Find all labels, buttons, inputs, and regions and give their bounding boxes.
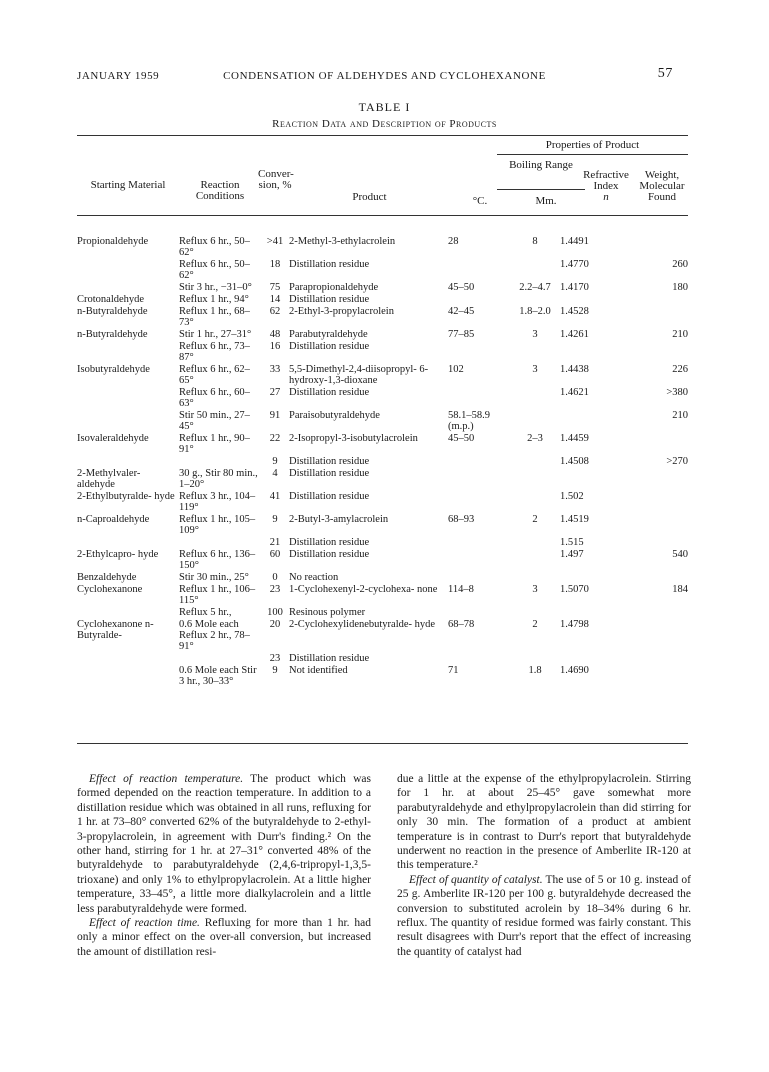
- conversion-cell: 20: [269, 619, 281, 630]
- conversion-header: Conver- sion, %: [258, 168, 294, 191]
- left-column: [77, 772, 371, 959]
- reaction-conditions-cell: Stir 30 min., 25°: [179, 572, 249, 583]
- molecular-weight-cell: 210: [672, 410, 688, 421]
- conversion-cell: 100: [267, 607, 283, 618]
- product-cell: Distillation residue: [289, 653, 370, 664]
- table-row: [77, 259, 688, 282]
- molecular-weight-cell: >270: [666, 456, 688, 467]
- molecular-weight-cell: [636, 653, 688, 665]
- molecular-weight-cell: >380: [666, 387, 688, 398]
- table-row: [77, 410, 688, 433]
- table-top-rule: [77, 135, 688, 136]
- refractive-index-cell: [560, 653, 636, 665]
- running-head-date: JANUARY 1959: [77, 70, 160, 82]
- reaction-conditions-cell: Reflux 6 hr., 62–65°: [179, 364, 250, 386]
- table-row: [77, 607, 688, 619]
- boiling-celsius-cell: [448, 294, 510, 306]
- reaction-conditions-header: Reaction Conditions: [195, 179, 245, 202]
- boiling-mm-cell: [510, 549, 560, 572]
- reaction-conditions-cell: Reflux 6 hr., 136–150°: [179, 549, 256, 571]
- boiling-celsius-cell: [448, 259, 510, 282]
- product-cell: Distillation residue: [289, 259, 370, 270]
- boiling-mm-cell: 2: [532, 619, 538, 630]
- reaction-conditions-cell: Reflux 1 hr., 68–73°: [179, 306, 250, 328]
- conversion-cell: 9: [272, 456, 278, 467]
- molecular-weight-cell: [636, 468, 688, 491]
- starting-material-cell: [77, 537, 179, 549]
- table-row: [77, 619, 688, 653]
- molecular-weight-cell: [636, 306, 688, 329]
- conversion-cell: 41: [269, 491, 281, 502]
- boiling-celsius-cell: 68–93: [448, 514, 475, 525]
- starting-material-cell: Benzaldehyde: [77, 572, 137, 583]
- product-cell: Resinous polymer: [289, 607, 366, 618]
- table-row: [77, 387, 688, 410]
- molecular-weight-cell: [636, 572, 688, 584]
- boiling-celsius-cell: 77–85: [448, 329, 475, 340]
- paragraph-text: Refluxing for more than 1 hr. had only a minor effect on the over-all conversion, but increased the amount of distillation resi-: [77, 917, 371, 958]
- table-body: [77, 236, 688, 688]
- table-row: [77, 537, 688, 549]
- boiling-mm-cell: 1.8–2.0: [519, 306, 551, 317]
- reaction-conditions-cell: Reflux 1 hr., 105–109°: [179, 514, 256, 536]
- starting-material-cell: 2-Methylvaler- aldehyde: [77, 468, 141, 490]
- reaction-conditions-cell: Stir 1 hr., 27–31°: [179, 329, 252, 340]
- header-bottom-rule: [77, 215, 688, 216]
- table-row: [77, 236, 688, 259]
- conversion-cell: 4: [272, 468, 278, 479]
- boiling-mm-cell: 8: [532, 236, 538, 247]
- molecular-weight-cell: 184: [672, 584, 688, 595]
- boiling-celsius-cell: [448, 491, 510, 514]
- paragraph: [77, 916, 371, 959]
- boiling-mm-cell: [510, 259, 560, 282]
- boiling-celsius-cell: [448, 341, 510, 364]
- boiling-celsius-cell: [448, 572, 510, 584]
- table-row: [77, 549, 688, 572]
- paragraph: [397, 772, 691, 873]
- boiling-celsius-cell: 102: [448, 364, 464, 375]
- properties-rule: [497, 154, 688, 155]
- conversion-cell: 22: [269, 433, 281, 444]
- refractive-index-cell: [560, 294, 636, 306]
- refractive-index-cell: 1.4621: [560, 387, 589, 398]
- product-cell: Paraisobutyraldehyde: [289, 410, 380, 421]
- running-head-title: CONDENSATION OF ALDEHYDES AND CYCLOHEXANONE: [223, 70, 546, 82]
- refractive-index-cell: 1.497: [560, 549, 584, 560]
- molecular-weight-cell: 260: [672, 259, 688, 270]
- reaction-conditions-cell: [179, 653, 261, 665]
- product-header: Product: [352, 191, 387, 203]
- table-row: [77, 294, 688, 306]
- conversion-cell: 9: [272, 514, 278, 525]
- paragraph-heading: Effect of quantity of catalyst.: [409, 873, 543, 886]
- refractive-index-cell: [560, 341, 636, 364]
- celsius-header: °C.: [472, 195, 488, 207]
- refractive-index-cell: [560, 468, 636, 491]
- boiling-celsius-cell: [448, 537, 510, 549]
- product-cell: Distillation residue: [289, 387, 370, 398]
- refractive-index-cell: 1.4519: [560, 514, 589, 525]
- boiling-celsius-cell: 58.1–58.9 (m.p.): [448, 410, 490, 432]
- paragraph-text: The use of 5 or 10 g. instead of 25 g. Amberlite IR-120 per 100 g. butyraldehyde decreased the conversion to substituted acrolein by 18–34% during 6 hr. reflux. The quantity of residue formed was fairly constant. This result disagrees with Durr's report that the effect of increasing the quantity of catalyst had: [397, 873, 691, 958]
- molecular-weight-cell: [636, 433, 688, 456]
- refractive-index-cell: 1.4528: [560, 306, 589, 317]
- starting-material-cell: [77, 665, 179, 688]
- product-cell: No reaction: [289, 572, 339, 583]
- boiling-celsius-cell: 71: [448, 665, 459, 676]
- starting-material-cell: Propionaldehyde: [77, 236, 149, 247]
- boiling-mm-cell: [510, 341, 560, 364]
- molecular-weight-cell: 540: [672, 549, 688, 560]
- molecular-weight-cell: [636, 619, 688, 653]
- table-row: [77, 514, 688, 537]
- table-row: [77, 653, 688, 665]
- table-row: [77, 584, 688, 607]
- conversion-cell: 0: [272, 572, 278, 583]
- boiling-mm-cell: [510, 387, 560, 410]
- product-cell: 2-Ethyl-3-propylacrolein: [289, 306, 394, 317]
- boiling-celsius-cell: [448, 653, 510, 665]
- refractive-index-cell: 1.4459: [560, 433, 589, 444]
- starting-material-cell: n-Butyraldehyde: [77, 306, 148, 317]
- starting-material-header: Starting Material: [90, 179, 166, 191]
- reaction-conditions-cell: Reflux 6 hr., 73–87°: [179, 341, 250, 363]
- boiling-mm-cell: [510, 491, 560, 514]
- reaction-data-table: [77, 236, 688, 688]
- product-cell: Distillation residue: [289, 491, 370, 502]
- product-cell: Not identified: [289, 665, 348, 676]
- refractive-index-header-2: Index: [593, 180, 619, 192]
- table-row: [77, 282, 688, 294]
- boiling-mm-cell: [510, 537, 560, 549]
- boiling-mm-cell: 1.8: [528, 665, 542, 676]
- paragraph-text: due a little at the expense of the ethylpropylacrolein. Stirring for 1 hr. at about 25–45° gave somewhat more parabutyraldehyde and ethylpropylacrolein than did stirring for only 30 min. The formation of a product at ambient temperature is in contrast to Durr's report that butyraldehyde underwent no reaction in the presence of Amberlite IR-120 at this temperature.²: [397, 773, 691, 872]
- paragraph-heading: Effect of reaction time.: [89, 917, 200, 930]
- starting-material-cell: Cyclohexanone n-Butyralde-: [77, 619, 154, 641]
- starting-material-cell: [77, 456, 179, 468]
- conversion-cell: >41: [266, 236, 284, 247]
- table-row: [77, 364, 688, 387]
- reaction-conditions-cell: Reflux 6 hr., 60–63°: [179, 387, 250, 409]
- refractive-index-cell: 1.4261: [560, 329, 589, 340]
- product-cell: Distillation residue: [289, 341, 370, 352]
- molecular-weight-cell: [636, 294, 688, 306]
- table-row: [77, 665, 688, 688]
- paragraph: [77, 772, 371, 916]
- conversion-cell: 75: [269, 282, 281, 293]
- refractive-index-cell: 1.502: [560, 491, 584, 502]
- molecular-weight-cell: 226: [672, 364, 688, 375]
- properties-header: Properties of Product: [545, 139, 640, 151]
- conversion-cell: 16: [269, 341, 281, 352]
- molecular-weight-cell: [636, 341, 688, 364]
- refractive-index-cell: 1.4170: [560, 282, 589, 293]
- molecular-weight-cell: [636, 607, 688, 619]
- reaction-conditions-cell: Reflux 1 hr., 90–91°: [179, 433, 250, 455]
- refractive-index-header: Refractive: [583, 169, 629, 181]
- boiling-celsius-cell: 114–8: [448, 584, 474, 595]
- table-row: [77, 572, 688, 584]
- reaction-conditions-cell: Reflux 1 hr., 106–115°: [179, 584, 256, 606]
- starting-material-cell: [77, 653, 179, 665]
- reaction-conditions-cell: Stir 3 hr., −31–0°: [179, 282, 252, 293]
- boiling-celsius-cell: [448, 468, 510, 491]
- product-cell: Distillation residue: [289, 549, 370, 560]
- product-cell: Distillation residue: [289, 468, 370, 479]
- paragraph: [397, 873, 691, 959]
- conversion-cell: 27: [269, 387, 281, 398]
- starting-material-cell: [77, 259, 179, 282]
- conversion-cell: 18: [269, 259, 281, 270]
- reaction-conditions-cell: Reflux 5 hr.,: [179, 607, 232, 618]
- conversion-cell: 23: [269, 584, 281, 595]
- starting-material-cell: 2-Ethylbutyralde- hyde: [77, 491, 175, 502]
- boiling-celsius-cell: 28: [448, 236, 459, 247]
- starting-material-cell: n-Caproaldehyde: [77, 514, 150, 525]
- molecular-weight-cell: 180: [672, 282, 688, 293]
- reaction-conditions-cell: 30 g., Stir 80 min., 1–20°: [179, 468, 258, 490]
- paragraph-heading: Effect of reaction temperature.: [89, 773, 244, 785]
- starting-material-cell: Isovaleraldehyde: [77, 433, 149, 444]
- refractive-index-cell: 1.515: [560, 537, 584, 548]
- right-column: [397, 772, 691, 959]
- starting-material-cell: [77, 607, 179, 619]
- boiling-mm-cell: [510, 456, 560, 468]
- refractive-index-cell: 1.4690: [560, 665, 589, 676]
- reaction-conditions-cell: Stir 50 min., 27–45°: [179, 410, 250, 432]
- table-row: [77, 341, 688, 364]
- boiling-celsius-cell: 68–78: [448, 619, 475, 630]
- refractive-index-symbol: n: [603, 191, 609, 203]
- refractive-index-cell: [560, 607, 636, 619]
- reaction-conditions-cell: Reflux 6 hr., 50–62°: [179, 259, 250, 281]
- boiling-mm-cell: 3: [532, 329, 538, 340]
- boiling-mm-cell: [510, 653, 560, 665]
- reaction-conditions-cell: Reflux 1 hr., 94°: [179, 294, 249, 305]
- product-cell: Distillation residue: [289, 294, 370, 305]
- starting-material-cell: Isobutyraldehyde: [77, 364, 150, 375]
- boiling-mm-cell: [510, 410, 560, 433]
- conversion-cell: 21: [269, 537, 281, 548]
- product-cell: Parapropionaldehyde: [289, 282, 379, 293]
- refractive-index-cell: 1.4491: [560, 236, 589, 247]
- table-row: [77, 468, 688, 491]
- boiling-celsius-cell: [448, 387, 510, 410]
- molecular-weight-cell: [636, 491, 688, 514]
- refractive-index-cell: [560, 572, 636, 584]
- starting-material-cell: Crotonaldehyde: [77, 294, 145, 305]
- product-cell: Distillation residue: [289, 537, 370, 548]
- conversion-cell: 33: [269, 364, 281, 375]
- refractive-index-cell: 1.4438: [560, 364, 589, 375]
- refractive-index-cell: 1.4508: [560, 456, 589, 467]
- product-cell: 1-Cyclohexenyl-2-cyclohexa- none: [289, 584, 438, 595]
- table-row: [77, 456, 688, 468]
- starting-material-cell: [77, 410, 179, 433]
- molecular-weight-cell: [636, 514, 688, 537]
- mm-header: Mm.: [535, 195, 557, 207]
- boiling-celsius-cell: 45–50: [448, 282, 475, 293]
- boiling-celsius-cell: 45–50: [448, 433, 475, 444]
- boiling-mm-cell: 2: [532, 514, 538, 525]
- product-cell: 2-Isopropyl-3-isobutylacrolein: [289, 433, 418, 444]
- product-cell: 5,5-Dimethyl-2,4-diisopropyl- 6-hydroxy-1,3-dioxane: [289, 364, 429, 386]
- product-cell: 2-Cyclohexylidenebutyralde- hyde: [289, 619, 436, 630]
- starting-material-cell: [77, 282, 179, 294]
- table-label: TABLE I: [358, 100, 411, 114]
- starting-material-cell: Cyclohexanone: [77, 584, 143, 595]
- table-description: Reaction Data and Description of Products: [272, 118, 497, 130]
- boiling-mm-cell: [510, 572, 560, 584]
- page-number: 57: [657, 66, 673, 81]
- reaction-conditions-cell: 0.6 Mole each Stir 3 hr., 30–33°: [179, 665, 257, 687]
- reaction-conditions-cell: [179, 456, 261, 468]
- table-row: [77, 306, 688, 329]
- conversion-cell: 48: [269, 329, 281, 340]
- reaction-conditions-cell: [179, 537, 261, 549]
- paragraph-text: The product which was formed depended on the reaction temperature. In addition to a distillation residue which was obtained in all runs, refluxing for 1 hr. at 73–80° converted 62% of the butyraldehyde to 2-ethyl-3-propylacrolein, in agreement with Durr's finding.² On the other hand, stirring for 1 hr. at 27–31° converted 48% of the butyraldehyde to parabutyraldehyde (2,4,6-tripropyl-1,3,5-trioxane) and only 1% to ethylpropylacrolein. At a little higher temperature, 33–45°, a little more dialkylacrolein and a little less parabutyraldehyde were formed.: [77, 773, 371, 915]
- reaction-conditions-cell: Reflux 3 hr., 104–119°: [179, 491, 256, 513]
- molecular-weight-cell: [636, 236, 688, 259]
- boiling-mm-cell: [510, 607, 560, 619]
- conversion-cell: 62: [269, 306, 281, 317]
- product-cell: Parabutyraldehyde: [289, 329, 368, 340]
- refractive-index-cell: [560, 410, 636, 433]
- boiling-mm-cell: [510, 294, 560, 306]
- molecular-weight-cell: [636, 665, 688, 688]
- boiling-celsius-cell: [448, 607, 510, 619]
- reaction-conditions-cell: 0.6 Mole each Reflux 2 hr., 78–91°: [179, 619, 250, 652]
- table-row: [77, 329, 688, 341]
- starting-material-cell: 2-Ethylcapro- hyde: [77, 549, 159, 560]
- molecular-weight-cell: 210: [672, 329, 688, 340]
- conversion-cell: 91: [269, 410, 281, 421]
- boiling-mm-cell: 3: [532, 364, 538, 375]
- boiling-range-header: Boiling Range: [509, 159, 573, 171]
- refractive-index-cell: 1.4770: [560, 259, 589, 270]
- boiling-celsius-cell: 42–45: [448, 306, 475, 317]
- boiling-mm-cell: 2.2–4.7: [519, 282, 551, 293]
- table-row: [77, 491, 688, 514]
- boiling-mm-cell: [510, 468, 560, 491]
- molecular-weight-cell: [636, 537, 688, 549]
- boiling-celsius-cell: [448, 456, 510, 468]
- boiling-mm-cell: 3: [532, 584, 538, 595]
- starting-material-cell: [77, 341, 179, 364]
- reaction-conditions-cell: Reflux 6 hr., 50–62°: [179, 236, 250, 258]
- conversion-cell: 23: [269, 653, 281, 664]
- boiling-celsius-cell: [448, 549, 510, 572]
- molecular-weight-header: Weight, Molecular Found: [639, 169, 685, 203]
- refractive-index-cell: 1.5070: [560, 584, 589, 595]
- conversion-cell: 60: [269, 549, 281, 560]
- conversion-cell: 14: [269, 294, 281, 305]
- starting-material-cell: n-Butyraldehyde: [77, 329, 148, 340]
- table-bottom-rule: [77, 743, 688, 744]
- product-cell: 2-Methyl-3-ethylacrolein: [289, 236, 396, 247]
- refractive-index-cell: 1.4798: [560, 619, 589, 630]
- boiling-range-rule: [497, 189, 585, 190]
- starting-material-cell: [77, 387, 179, 410]
- conversion-cell: 9: [272, 665, 278, 676]
- product-cell: 2-Butyl-3-amylacrolein: [289, 514, 389, 525]
- product-cell: Distillation residue: [289, 456, 370, 467]
- boiling-mm-cell: 2–3: [527, 433, 543, 444]
- table-row: [77, 433, 688, 456]
